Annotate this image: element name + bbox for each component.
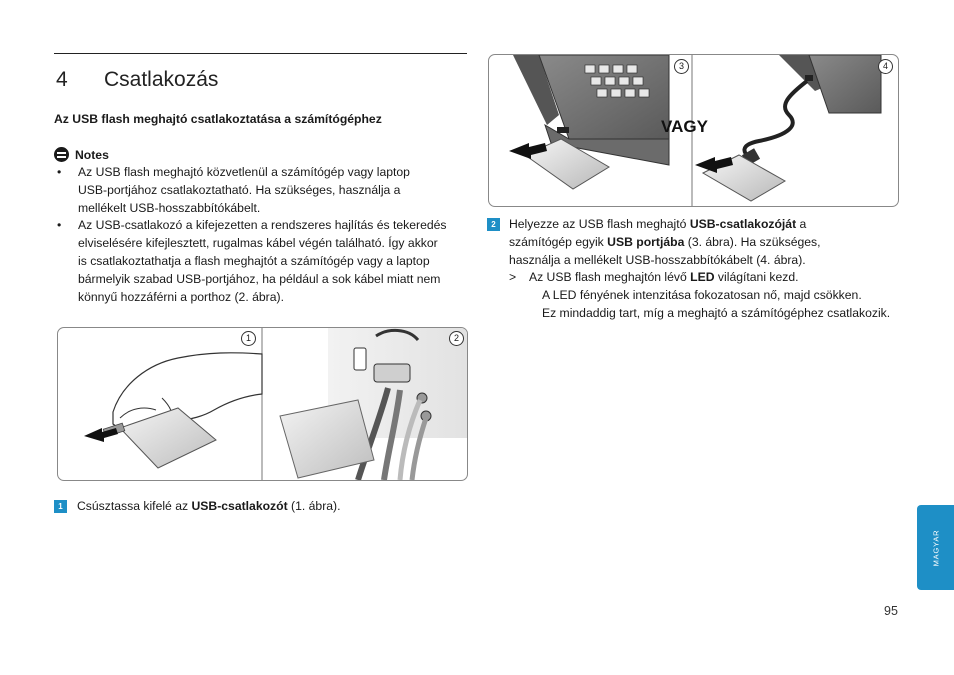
note-icon bbox=[54, 147, 69, 162]
step-line bbox=[509, 216, 907, 234]
section-title: Csatlakozás bbox=[104, 68, 219, 91]
step-text-part: (3. ábra). Ha szükséges, bbox=[684, 234, 821, 249]
step-text-part: világítani kezd. bbox=[714, 270, 799, 285]
notes-list bbox=[54, 164, 474, 306]
step-2 bbox=[487, 216, 907, 323]
notes-label: Notes bbox=[75, 147, 109, 162]
note-item: • Az USB flash meghajtó közvetlenül a számítógép vagy laptop USB-portjához csatlakoztatható. Ha szükséges, használja a mellékelt USB-hosszabbítókábelt. bbox=[54, 164, 474, 217]
step-text-part: a bbox=[796, 217, 807, 231]
step-text-bold: USB portjába bbox=[607, 234, 685, 249]
note-line: Az USB-csatlakozó a kifejezetten a rendszeres hajlítás és tekeredés bbox=[78, 218, 447, 233]
step-1 bbox=[54, 498, 474, 516]
step-text-bold: LED bbox=[690, 270, 715, 285]
figure-label-1: 1 bbox=[241, 331, 256, 346]
note-line: könnyű hozzáférni a porthoz (2. ábra). bbox=[78, 289, 284, 304]
figure-usb-connector-illustration bbox=[58, 328, 467, 480]
note-line: is csatlakoztathatja a flash meghajtót a számítógép vagy a laptop bbox=[78, 253, 430, 268]
figure-label-4: 4 bbox=[878, 59, 893, 74]
note-item: • Az USB-csatlakozó a kifejezetten a rendszeres hajlítás és tekeredés elviselésére kifejlesztett, rugalmas kábel végén található. Így akkor is csatlakoztathatja a flash meghajtót a számítógép vagy a laptop bármelyik szabad USB-portjához, ha például a sok kábel miatt nem könnyű hozzáférni a porthoz (2. ábra). bbox=[54, 217, 474, 306]
step-badge: 1 bbox=[54, 500, 67, 513]
figure-label-3: 3 bbox=[674, 59, 689, 74]
separator-vagy: VAGY bbox=[661, 117, 708, 136]
language-tab bbox=[917, 505, 954, 590]
note-line: elviselésére kifejlesztett, rugalmas kábel végén található. Így akkor bbox=[78, 236, 438, 251]
note-line: mellékelt USB-hosszabbítókábelt. bbox=[78, 200, 261, 215]
figure-usb-laptop bbox=[488, 54, 899, 207]
figure-label-2: 2 bbox=[449, 331, 464, 346]
step-text-bold: USB-csatlakozót bbox=[191, 499, 288, 513]
subheading: Az USB flash meghajtó csatlakoztatása a számítógéphez bbox=[54, 112, 382, 126]
step-text-part: Csúsztassa kifelé az bbox=[77, 499, 192, 513]
step-line: Ez mindaddig tart, míg a meghajtó a számítógéphez csatlakozik. bbox=[541, 305, 891, 320]
figure-usb-connector bbox=[57, 327, 468, 481]
language-label: MAGYAR bbox=[931, 529, 940, 566]
note-line: bármelyik szabad USB-portjához, ha például a sok kábel miatt nem bbox=[78, 271, 441, 286]
step-line: A LED fényének intenzitása fokozatosan nő, majd csökken. bbox=[541, 288, 862, 303]
page-number: 95 bbox=[884, 604, 898, 618]
notes-heading bbox=[54, 147, 109, 162]
step-badge: 2 bbox=[487, 218, 500, 231]
step-line bbox=[509, 234, 907, 252]
step-text-part: Az USB flash meghajtón lévő bbox=[528, 270, 691, 285]
step-text-part: Helyezze az USB flash meghajtó bbox=[508, 217, 690, 231]
result-marker: > bbox=[508, 270, 517, 285]
step-text-part: számítógép egyik bbox=[508, 234, 608, 249]
step-text-part: (1. ábra). bbox=[287, 499, 341, 513]
section-number: 4 bbox=[56, 68, 68, 91]
note-line: Az USB flash meghajtó közvetlenül a számítógép vagy laptop bbox=[78, 165, 410, 179]
header-rule bbox=[54, 53, 467, 54]
step-result bbox=[509, 269, 907, 287]
note-line: USB-portjához csatlakoztatható. Ha szükséges, használja a bbox=[78, 182, 401, 197]
step-text-bold: USB-csatlakozóját bbox=[689, 217, 797, 231]
step-line: használja a mellékelt USB-hosszabbítókábelt (4. ábra). bbox=[508, 252, 806, 267]
step-text bbox=[77, 498, 341, 516]
